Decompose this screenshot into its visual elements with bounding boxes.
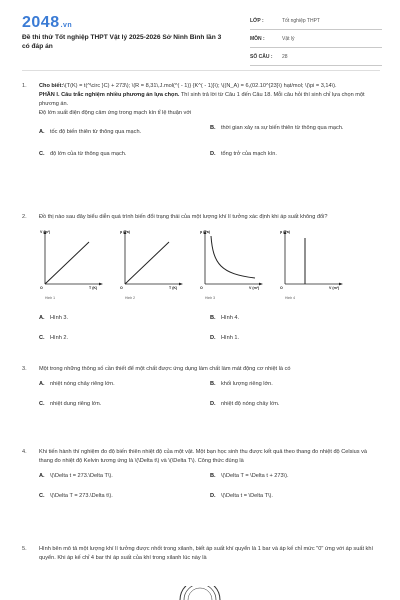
option-c[interactable] xyxy=(39,400,199,408)
exam-header xyxy=(0,0,400,62)
x-axis-label: V (m³) xyxy=(329,286,340,290)
option-a[interactable] xyxy=(39,380,199,388)
question-body xyxy=(39,82,380,118)
question-2 xyxy=(22,213,380,344)
figure-caption: Hình 1 xyxy=(45,296,55,300)
option-d[interactable] xyxy=(210,334,378,342)
options xyxy=(39,314,380,344)
option-c[interactable] xyxy=(39,334,199,342)
y-axis-label: p (Pa) xyxy=(200,230,210,234)
question-stem: Đồ thị nào sau đây biểu diễn quá trình biến đổi trạng thái của một lượng khí lí tưởng xác định khi áp suất không đổi? xyxy=(39,214,328,220)
option-text: Hình 2. xyxy=(50,335,69,341)
question-1 xyxy=(22,82,380,160)
option-letter: C. xyxy=(39,335,45,341)
x-axis-label: T (K) xyxy=(89,286,98,290)
option-text: \(\Delta T = \Delta t + 273\). xyxy=(221,473,289,479)
question-stem: Một trong những thông số cần thiết để một chất được ứng dụng làm chất làm mát động cơ nhiệt là có xyxy=(39,366,291,372)
meta-value: Vật lý xyxy=(282,35,295,42)
option-letter: C. xyxy=(39,151,45,157)
option-d[interactable] xyxy=(210,150,378,158)
option-letter: C. xyxy=(39,401,45,407)
figure-3 xyxy=(199,226,275,312)
option-d[interactable] xyxy=(210,400,378,408)
option-text: khối lượng riêng lớn. xyxy=(221,381,273,387)
option-text: nhiệt dung riêng lớn. xyxy=(50,401,102,407)
x-axis-label: V (m³) xyxy=(249,286,260,290)
origin-label: O xyxy=(200,286,203,290)
option-text: \(\Delta T = 273.\Delta t\). xyxy=(50,493,113,499)
option-letter: B. xyxy=(210,381,216,387)
option-text: độ lớn của từ thông qua mạch. xyxy=(50,151,127,157)
meta-value: Tốt nghiệp THPT xyxy=(282,17,320,24)
meta-key: MÔN : xyxy=(250,35,265,42)
meta-value: 28 xyxy=(282,53,288,60)
logo-suffix: .vn xyxy=(60,22,73,29)
options xyxy=(39,124,380,160)
figure-caption: Hình 4 xyxy=(285,296,295,300)
question-stem: Hình bên mô tả một lượng khí lí tưởng được nhốt trong xilanh, biết áp suất khí quyển là 1 bar và áp kế chỉ mức "0" ứng với áp suất khí quyển. Khi áp kế chỉ 4 bar thì áp suất của khí trong xilanh lúc này là xyxy=(39,546,374,561)
option-text: \(\Delta t = \Delta T\). xyxy=(221,493,273,499)
figure-4 xyxy=(279,226,355,312)
meta-row-subject xyxy=(250,30,382,48)
question-number: 3. xyxy=(22,366,27,372)
option-text: Hình 3. xyxy=(50,315,69,321)
origin-label: O xyxy=(280,286,283,290)
constants-paragraph xyxy=(39,82,380,91)
question-number: 4. xyxy=(22,449,27,455)
options xyxy=(39,472,380,502)
graph-1 xyxy=(39,226,115,296)
option-b[interactable] xyxy=(210,124,378,132)
option-c[interactable] xyxy=(39,150,199,158)
question-3 xyxy=(22,365,380,410)
part-paragraph xyxy=(39,91,380,109)
question-5 xyxy=(22,545,380,563)
option-text: Hình 4. xyxy=(221,315,240,321)
question-4 xyxy=(22,448,380,502)
option-text: Hình 1. xyxy=(221,335,240,341)
logo-text: 2048 xyxy=(22,14,60,31)
option-letter: B. xyxy=(210,125,216,131)
option-letter: A. xyxy=(39,129,45,135)
y-axis-label: V (m³) xyxy=(40,230,51,234)
option-text: tốc độ biến thiên từ thông qua mạch. xyxy=(50,129,142,135)
option-d[interactable] xyxy=(210,492,378,500)
question-number: 1. xyxy=(22,83,27,89)
option-text: thời gian xảy ra sự biến thiên từ thông qua mạch. xyxy=(221,125,344,131)
question-number: 5. xyxy=(22,546,27,552)
option-letter: B. xyxy=(210,473,216,479)
graph-2 xyxy=(119,226,195,296)
meta-row-class xyxy=(250,12,382,30)
options xyxy=(39,380,380,410)
part-label: PHẦN I. Câu trắc nghiệm nhiều phương án lựa chọn. xyxy=(39,92,180,98)
header-divider xyxy=(22,70,380,71)
question-number: 2. xyxy=(22,214,27,220)
figure-row xyxy=(39,226,380,312)
option-text: nhiệt độ nóng chảy lớn. xyxy=(221,401,280,407)
figure-2 xyxy=(119,226,195,312)
origin-label: O xyxy=(120,286,123,290)
graph-3 xyxy=(199,226,275,296)
option-a[interactable] xyxy=(39,472,199,480)
option-letter: D. xyxy=(210,335,216,341)
question-stem: Độ lớn suất điện động cảm ứng trong mạch kín tỉ lệ thuận với xyxy=(39,110,192,116)
option-a[interactable] xyxy=(39,128,199,136)
x-axis-label: T (K) xyxy=(169,286,178,290)
option-text: nhiệt nóng chảy riêng lớn. xyxy=(50,381,115,387)
graph-4 xyxy=(279,226,355,296)
option-b[interactable] xyxy=(210,380,378,388)
origin-label: O xyxy=(40,286,43,290)
y-axis-label: p (Pa) xyxy=(280,230,290,234)
option-letter: A. xyxy=(39,381,45,387)
option-letter: D. xyxy=(210,493,216,499)
exam-meta-table xyxy=(250,12,382,66)
part-text: Thí sinh trả lời từ Câu 1 đến Câu 18. Mỗi câu hỏi thí sinh chỉ lựa chọn một phương án. xyxy=(39,92,365,107)
constants-text: \(T(K) = t(^\circ }C) + 273\); \(R = 8,31\,J.mol(^( - 1)} {K^( - 1)}\); \((N_A) = 6,(02.10^{23}\) hạt/mol; \(\pi = 3,14\). xyxy=(63,83,337,89)
option-letter: A. xyxy=(39,473,45,479)
meta-key: LỚP : xyxy=(250,17,264,24)
exam-title: Đề thi thử Tốt nghiệp THPT Vật lý 2025-2026 Sở Ninh Bình lần 3 có đáp án xyxy=(22,34,222,50)
option-a[interactable] xyxy=(39,314,199,322)
option-letter: A. xyxy=(39,315,45,321)
y-axis-label: p (Pa) xyxy=(120,230,130,234)
meta-key: SỐ CÂU : xyxy=(250,53,273,60)
option-c[interactable] xyxy=(39,492,199,500)
option-letter: D. xyxy=(210,401,216,407)
option-letter: D. xyxy=(210,151,216,157)
option-letter: C. xyxy=(39,493,45,499)
option-text: tổng trở của mạch kín. xyxy=(221,151,277,157)
constants-label: Cho biết: xyxy=(39,83,64,89)
question-stem: Khi tiến hành thí nghiệm đo độ biến thiên nhiệt độ của một vật. Một bạn học sinh thu được kết quả theo thang đo nhiệt độ Celsius và thang đo nhiệt độ Kelvin tương ứng là \(\Delta t\) và \(\Delta T\). Công thức đúng là xyxy=(39,449,368,464)
option-b[interactable] xyxy=(210,314,378,322)
option-text: \(\Delta t = 273.\Delta T\). xyxy=(50,473,113,479)
option-b[interactable] xyxy=(210,472,378,480)
meta-row-count xyxy=(250,48,382,66)
pressure-gauge-figure xyxy=(175,586,225,600)
figure-caption: Hình 2 xyxy=(125,296,135,300)
option-letter: B. xyxy=(210,315,216,321)
figure-1 xyxy=(39,226,115,312)
figure-caption: Hình 3 xyxy=(205,296,215,300)
site-logo[interactable] xyxy=(22,14,72,32)
